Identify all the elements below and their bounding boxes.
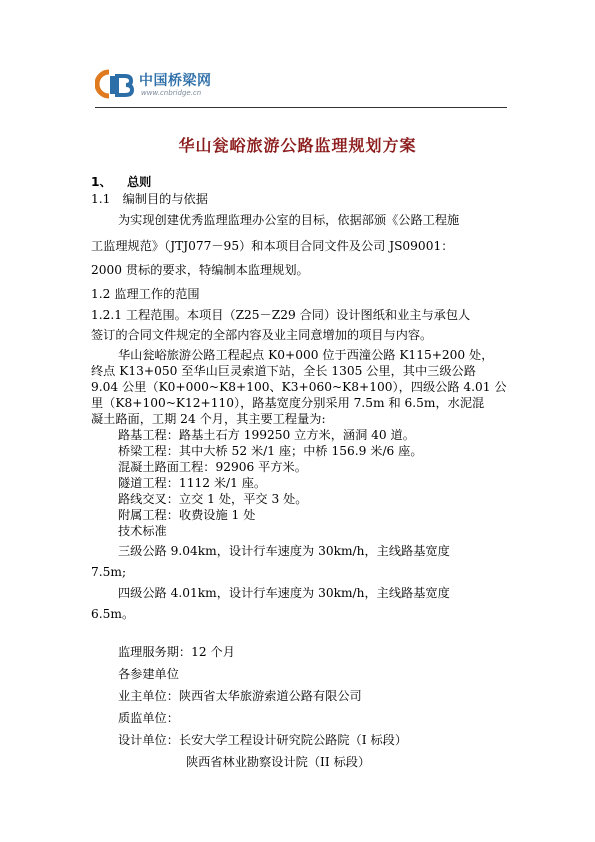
quantity-line: 附属工程：收费设施 1 处 [118, 508, 256, 522]
section-title: 总则 [127, 175, 152, 189]
section-number: 1、 [91, 175, 112, 189]
info-line: 质监单位： [118, 711, 179, 725]
subsection-heading: 各参建单位 [118, 667, 179, 681]
standard-line: 三级公路 9.04km，设计行车速度为 30km/h，主线路基宽度 [118, 544, 450, 558]
info-line: 业主单位：陕西省太华旅游索道公路有限公司 [118, 689, 362, 703]
logo-text: 中国桥梁网 [139, 73, 212, 89]
paragraph-line: 终点 K13+050 至华山巨灵索道下站，全长 1305 公里，其中三级公路 [91, 364, 476, 378]
info-line: 监理服务期：12 个月 [118, 645, 235, 659]
paragraph-line: 工监理规范》（JTJ077－95）和本项目合同文件及公司 JS09001： [91, 239, 454, 253]
quantity-line: 路线交叉：立交 1 处，平交 3 处。 [118, 492, 308, 506]
paragraph-line: 2000 贯标的要求，特编制本监理规划。 [91, 263, 309, 277]
info-line: 设计单位：长安大学工程设计研究院公路院（I 标段） [118, 733, 408, 747]
standard-line: 7.5m; [91, 565, 127, 579]
subsection-heading: 技术标准 [118, 524, 167, 538]
standard-line: 四级公路 4.01km，设计行车速度为 30km/h，主线路基宽度 [118, 586, 450, 600]
subsection-heading: 1.2 监理工作的范围 [91, 287, 200, 301]
quantity-line: 混凝土路面工程：92906 平方米。 [118, 460, 307, 474]
quantity-line: 路基工程：路基土石方 199250 立方米，涵洞 40 道。 [118, 428, 415, 442]
info-line: 陕西省林业勘察设计院（II 标段） [186, 755, 371, 769]
standard-line: 6.5m。 [91, 607, 135, 621]
paragraph-line: 为实现创建优秀监理监理办公室的目标，依据部颁《公路工程施 [118, 213, 460, 227]
paragraph-line: 1.2.1 工程范围。本项目（Z25－Z29 合同）设计图纸和业主与承包人 [91, 308, 471, 322]
header [95, 62, 505, 106]
paragraph-line: 凝土路面，工期 24 个月，其主要工程量为: [91, 412, 326, 426]
paragraph-line: 签订的合同文件规定的全部内容及业主同意增加的项目与内容。 [91, 328, 433, 342]
document-title: 华山瓮峪旅游公路监理规划方案 [178, 136, 417, 155]
header-rule [95, 107, 507, 108]
paragraph-line: 里（K8+100~K12+110），路基宽度分别采用 7.5m 和 6.5m，水泥混 [91, 396, 485, 410]
subsection-heading: 1.1 编制目的与依据 [91, 192, 208, 206]
quantity-line: 隧道工程：1112 米/1 座。 [118, 476, 267, 490]
logo-url: www.cnbridge.cn [141, 89, 202, 97]
paragraph-line: 9.04 公里（K0+000~K8+100、K3+060~K8+100），四级公路 4.01 公 [91, 380, 507, 394]
paragraph-line: 华山瓮峪旅游公路工程起点 K0+000 位于西潼公路 K115+200 处， [118, 348, 494, 362]
cnbridge-logo-icon [95, 68, 135, 100]
quantity-line: 桥梁工程：其中大桥 52 米/1 座；中桥 156.9 米/6 座。 [118, 444, 423, 458]
